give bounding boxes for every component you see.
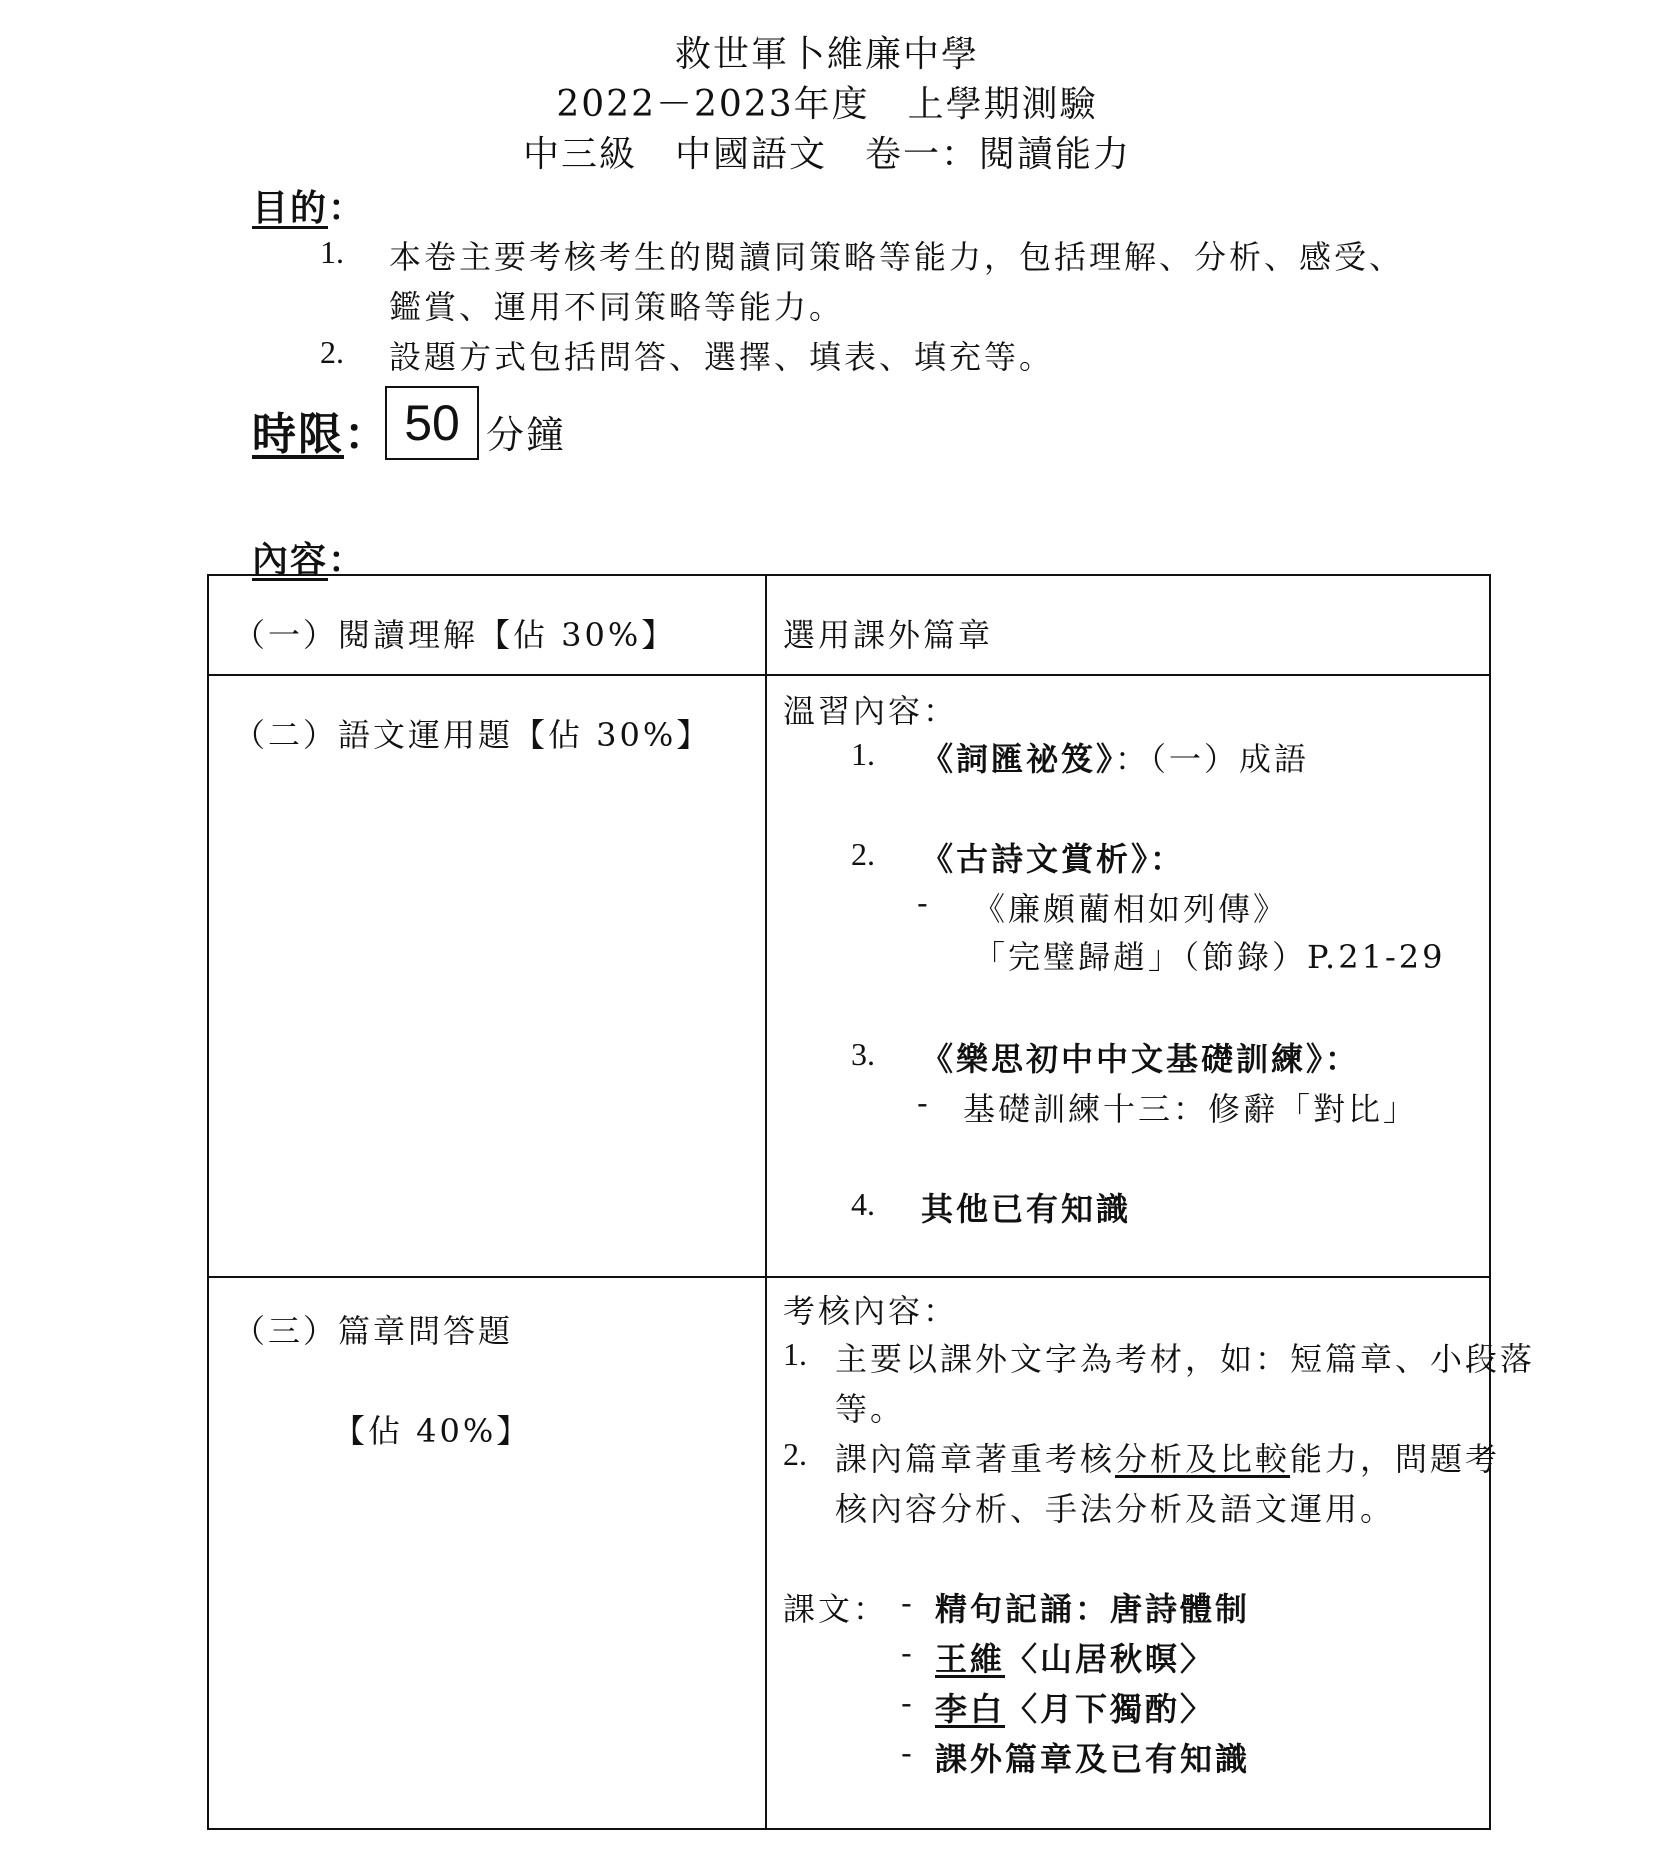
section-1-title: （一）閱讀理解【佔 30%】 <box>233 616 677 654</box>
review-item-2-rest: ： <box>1150 840 1186 878</box>
aim-1-number: 1. <box>320 234 344 270</box>
text-4: 課外篇章及已有知識 <box>935 1740 1251 1778</box>
section-2-detail-cell <box>766 675 1490 1277</box>
review-item-3-number: 3. <box>851 1036 875 1072</box>
review-item-2-sub-1: 《廉頗藺相如列傳》 <box>973 890 1289 928</box>
content-table <box>207 574 1536 1830</box>
assess-item-2-number: 2. <box>783 1436 807 1472</box>
aim-2-line-1: 設題方式包括問答、選擇、填表、填充等。 <box>389 338 1055 376</box>
review-item-1-number: 1. <box>851 736 875 772</box>
time-limit-box: 50 <box>385 386 479 460</box>
time-limit-heading <box>252 398 390 462</box>
review-item-3-rest: ： <box>1325 1040 1361 1078</box>
text-4-dash: - <box>901 1734 915 1772</box>
table-row <box>208 1277 1490 1829</box>
assess-item-2-line-1 <box>835 1434 1500 1480</box>
text-3-author: 李白 <box>935 1690 1006 1728</box>
table-row <box>208 675 1490 1277</box>
text-2 <box>935 1634 1215 1680</box>
aims-heading <box>252 180 366 231</box>
assess-item-2-pre: 課內篇章著重考核 <box>835 1440 1116 1478</box>
text-2-author: 王維 <box>935 1640 1006 1678</box>
assess-title: 考核內容： <box>783 1292 959 1330</box>
assess-item-2-underlined: 分析及比較 <box>1115 1440 1291 1478</box>
time-limit-unit: 分鐘 <box>486 413 567 457</box>
section-3-detail-cell <box>766 1277 1536 1829</box>
review-item-1 <box>921 734 1309 780</box>
review-item-3-sub-1: 基礎訓練十三：修辭「對比」 <box>963 1090 1419 1128</box>
section-2-title: （二）語文運用題【佔 30%】 <box>233 716 712 754</box>
aim-1-line-1: 本卷主要考核考生的閱讀同策略等能力，包括理解、分析、感受、 <box>389 238 1405 276</box>
content-colon: ： <box>328 539 367 581</box>
text-1: 精句記誦：唐詩體制 <box>935 1590 1251 1628</box>
exam-title: 2022－2023年度 上學期測驗 <box>556 84 1098 125</box>
review-title: 溫習內容： <box>783 692 959 730</box>
section-1-detail-cell <box>766 575 1490 675</box>
content-label: 內容 <box>252 539 329 581</box>
review-item-1-rest: ：（一）成語 <box>1115 740 1310 778</box>
review-item-2 <box>921 834 1185 880</box>
table-row <box>208 575 1490 675</box>
assess-item-1-line-2: 等。 <box>835 1390 906 1428</box>
review-item-2-title: 《古詩文賞析》 <box>921 840 1151 878</box>
assess-item-2-line-2: 核內容分析、手法分析及語文運用。 <box>835 1490 1396 1528</box>
review-item-3-title: 《樂思初中中文基礎訓練》 <box>921 1040 1326 1078</box>
text-2-dash: - <box>901 1634 915 1672</box>
review-item-2-sub-2: 「完璧歸趙」（節錄）P.21-29 <box>973 938 1446 976</box>
school-name: 救世軍卜維廉中學 <box>674 34 979 75</box>
aims-label: 目的 <box>252 187 329 229</box>
review-item-4-number: 4. <box>851 1186 875 1222</box>
review-item-3-dash: - <box>917 1084 931 1122</box>
review-item-1-title: 《詞匯祕笈》 <box>921 740 1116 778</box>
section-3-cell <box>208 1277 766 1829</box>
review-item-3 <box>921 1034 1360 1080</box>
assess-item-1-number: 1. <box>783 1336 807 1372</box>
assess-item-2-post: 能力，問題考 <box>1290 1440 1501 1478</box>
text-3 <box>935 1684 1215 1730</box>
texts-label: 課文： <box>783 1590 889 1628</box>
time-limit-colon: ： <box>344 409 390 460</box>
text-3-dash: - <box>901 1684 915 1722</box>
text-2-title: 〈山居秋暝〉 <box>1005 1640 1216 1678</box>
aim-2-number: 2. <box>320 334 344 370</box>
text-1-dash: - <box>901 1584 915 1622</box>
paper-title: 中三級 中國語文 卷一：閱讀能力 <box>522 134 1131 175</box>
aim-1-line-2: 鑑賞、運用不同策略等能力。 <box>389 288 845 326</box>
section-3-title: （三）篇章問答題 <box>233 1312 514 1350</box>
section-1-detail: 選用課外篇章 <box>783 616 994 654</box>
assess-item-1-line-1: 主要以課外文字為考材，如：短篇章、小段落 <box>835 1340 1536 1378</box>
section-1-cell <box>208 575 766 675</box>
review-item-2-dash: - <box>917 884 931 922</box>
aims-colon: ： <box>328 187 367 229</box>
section-2-cell <box>208 675 766 1277</box>
text-3-title: 〈月下獨酌〉 <box>1005 1690 1216 1728</box>
review-item-2-number: 2. <box>851 836 875 872</box>
time-limit-label: 時限 <box>252 409 344 460</box>
section-3-weight: 【佔 40%】 <box>333 1412 532 1450</box>
review-item-4-title: 其他已有知識 <box>921 1190 1132 1228</box>
